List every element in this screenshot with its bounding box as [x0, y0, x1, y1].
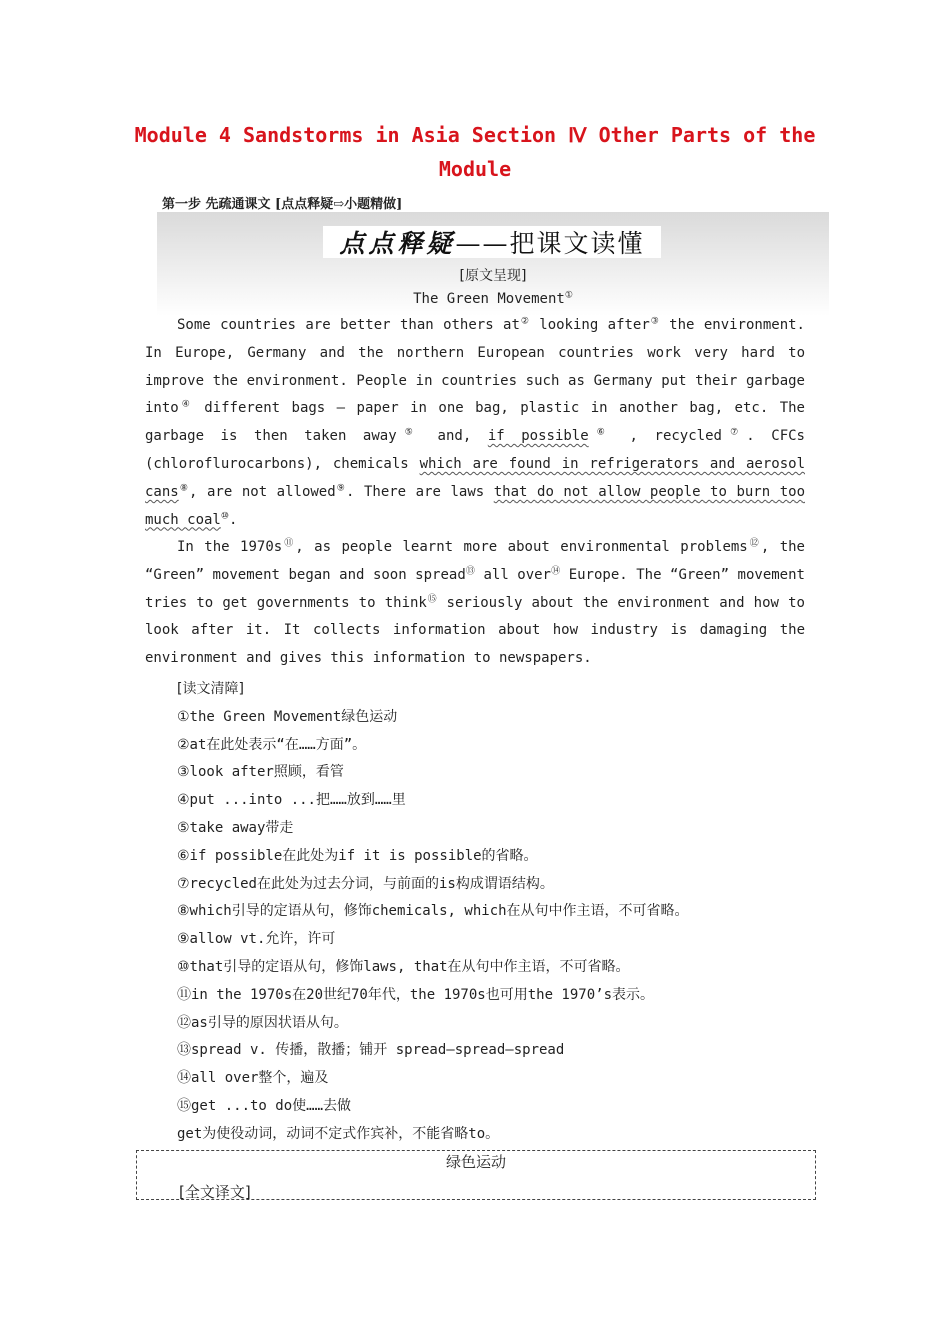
- passage-title-mark: ①: [564, 290, 573, 301]
- note-item: ①the Green Movement绿色运动: [177, 708, 398, 725]
- note-item: ⑨allow vt.允许，许可: [177, 931, 336, 948]
- text-run: , the “Green” movement began and soon spread: [145, 539, 805, 583]
- note-item: ⑥if possible在此处为if it is possible的省略。: [177, 847, 538, 864]
- passage-title: [157, 291, 829, 307]
- text-run: looking after: [529, 317, 650, 333]
- title-line-1: Module 4 Sandstorms in Asia Section Ⅳ Other Parts of the: [134, 123, 816, 147]
- document-title: [100, 118, 850, 186]
- text-run: Europe. The “Green” movement tries to get governments to think: [145, 566, 805, 611]
- notes-section: [177, 676, 817, 1149]
- paragraph-2: [145, 534, 805, 673]
- note-item: ⑬spread v. 传播，散播；铺开 spread—spread—spread: [177, 1042, 565, 1059]
- paragraph-1: [145, 312, 805, 534]
- paragraph-1-text: [145, 317, 805, 528]
- note-item: ③look after照顾，看管: [177, 764, 344, 781]
- text-run: , recycled: [612, 428, 722, 445]
- annotation-mark: ④: [178, 399, 193, 410]
- annotation-mark: ②: [519, 316, 530, 327]
- annotation-mark: ⑤: [396, 427, 421, 438]
- text-run: seriously about the environment and how to look after it. It collects information about how industry is damaging the environment and gives this information to newspapers.: [145, 594, 805, 667]
- annotation-mark: ⑩: [220, 510, 229, 521]
- note-item: ⑧which引导的定语从句，修饰chemicals, which在从句中作主语，不可省略。: [177, 903, 689, 920]
- underlined-phrase: that do not allow people to burn too much coal: [145, 483, 805, 528]
- banner-heading-light: ——把课文读懂: [455, 229, 645, 258]
- banner-heading: [323, 226, 661, 258]
- text-run: , as people learnt more about environmental problems: [295, 539, 748, 555]
- note-item: ⑤take away带走: [177, 819, 294, 836]
- annotation-mark: ⑪: [282, 538, 296, 549]
- text-run: different bags — paper in one bag, plastic in another bag, etc. The garbage is then taken away: [145, 400, 805, 445]
- annotation-mark: ⑦: [721, 427, 747, 438]
- text-run: .: [228, 511, 238, 528]
- banner-heading-bold: 点点释疑: [339, 229, 456, 258]
- text-run: the environment. In Europe, Germany and the northern European countries work very hard to improve the environment. People in countries such as Germany put their garbage into: [145, 317, 805, 417]
- annotation-mark: ⑧: [178, 483, 190, 494]
- notes-label: [读文清障]: [177, 681, 244, 697]
- note-item: ⑮get ...to do使……去做: [177, 1097, 352, 1114]
- text-run: In the 1970s: [177, 539, 283, 555]
- underlined-phrase: which are found in refrigerators and aerosol cans: [145, 455, 805, 500]
- annotation-mark: ⑮: [426, 593, 438, 604]
- underlined-phrase: if possible: [487, 428, 589, 445]
- section-original-label: [原文呈现]: [459, 268, 527, 284]
- text-run: Some countries are better than others at: [177, 317, 520, 333]
- note-item: get为使役动词，动词不定式作宾补，不能省略to。: [177, 1125, 500, 1142]
- note-item: ⑦recycled在此处为过去分词，与前面的is构成谓语结构。: [177, 875, 554, 892]
- paragraph-2-text: [145, 539, 805, 666]
- text-run: . There are laws: [345, 483, 494, 500]
- annotation-mark: ⑬: [465, 566, 475, 577]
- annotation-mark: ③: [649, 316, 660, 327]
- note-item: ④put ...into ...把……放到……里: [177, 792, 406, 809]
- title-line-2: Module: [438, 157, 512, 181]
- note-item: ⑪in the 1970s在20世纪70年代，the 1970s也可用the 1970’s表示。: [177, 986, 655, 1003]
- note-item: ⑭all over整个，遍及: [177, 1070, 329, 1087]
- text-run: . CFCs (chloroflurocarbons), chemicals: [145, 428, 805, 472]
- text-run: all over: [474, 566, 551, 583]
- step-label: 第一步 先疏通课文 [点点释疑⇨小题精做]: [162, 197, 403, 212]
- text-run: , are not allowed: [189, 483, 336, 500]
- translation-box: [136, 1150, 816, 1200]
- annotation-mark: ⑨: [335, 483, 346, 494]
- annotation-mark: ⑫: [747, 538, 761, 549]
- passage-title-text: The Green Movement: [413, 291, 565, 307]
- translation-box-title: 绿色运动: [445, 1153, 506, 1171]
- notes-list: [177, 704, 817, 1149]
- note-item: ⑫as引导的原因状语从句。: [177, 1014, 348, 1031]
- note-item: ⑩that引导的定语从句，修饰laws, that在从句中作主语，不可省略。: [177, 958, 630, 975]
- note-item: ②at在此处表示“在……方面”。: [177, 736, 367, 753]
- annotation-mark: ⑭: [550, 566, 561, 577]
- annotation-mark: ⑥: [588, 427, 613, 438]
- translation-box-label: [全文译文]: [179, 1183, 251, 1201]
- text-run: and,: [420, 428, 488, 445]
